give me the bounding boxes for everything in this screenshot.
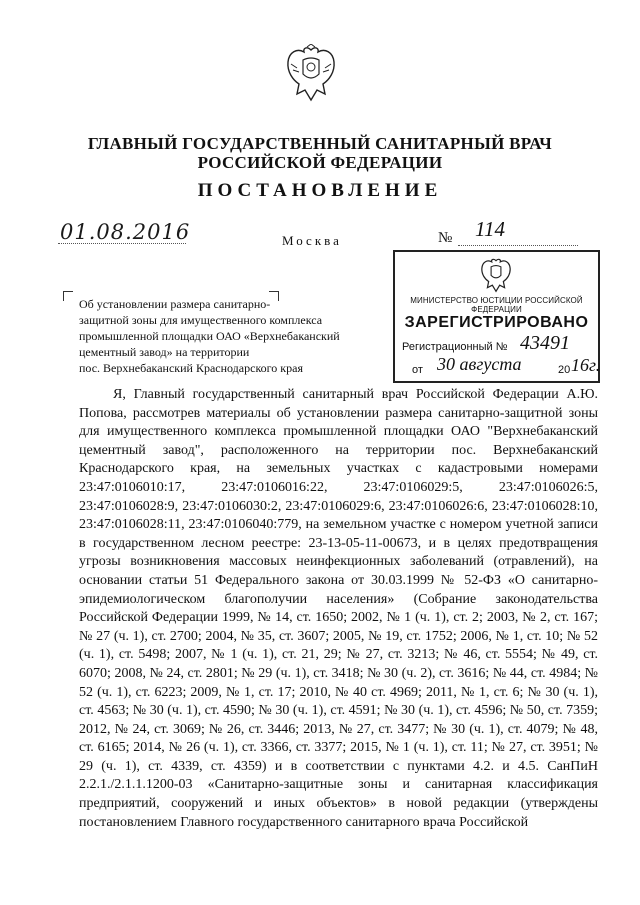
document-subject [79,296,359,376]
subject-bracket-left [63,291,73,301]
subject-line: защитной зоны для имущественного комплекса [79,313,323,327]
stamp-from-label: от [412,364,423,376]
stamp-ministry: МИНИСТЕРСТВО ЮСТИЦИИ РОССИЙСКОЙ ФЕДЕРАЦИИ [410,296,583,314]
stamp-coat-of-arms-icon [478,257,514,295]
document-number: 114 [475,217,505,241]
subject-line: пос. Верхнебаканский Краснодарского края [79,361,303,375]
date-underline [58,243,186,244]
document-date: 01.08.2016 [60,220,191,244]
number-sign: № [438,230,453,246]
stamp-reg-label: Регистрационный № [402,341,508,353]
issuer-title-line2: РОССИЙСКОЙ ФЕДЕРАЦИИ [197,153,443,172]
document-type: ПОСТАНОВЛЕНИЕ [197,180,443,201]
subject-line: Об установлении размера санитарно- [79,297,271,311]
registration-stamp [393,250,600,383]
stamp-date: 30 августа [437,354,522,374]
subject-line: промышленной площадки ОАО «Верхнебаканский [79,329,340,343]
stamp-registered: ЗАРЕГИСТРИРОВАНО [404,314,589,331]
number-underline [458,245,578,246]
stamp-year-prefix: 20 [558,364,571,376]
subject-line: цементный завод» на территории [79,345,250,359]
body-paragraph: Я, Главный государственный санитарный врач Российской Федерации А.Ю. Попова, рассмотрев материалы об установлении размера санитарно-защитной зоны для имущественного комплекса промышленной площадки ОАО "Верхнебаканский цементный завод", расположенного на территории пос. Верхнебаканский Краснодарского края, на земельных участках с кадастровыми номерами 23:47:0106010:17, 23:47:0106016:22, 23:47:0106029:5, 23:47:0106026:5, 23:47:0106028:9, 23:47:0106030:2, 23:47:0106029:6, 23:47:0106026:6, 23:47:0106028:10, 23:47:0106028:11, 23:47:0106040:779, на земельном участке с номером учетной записи в государственном лесном реестре: 23-13-05-11-00673, и в целях предотвращения угрозы возникновения массовых неинфекционных заболеваний (отравлений), на основании статьи 51 Федерального закона от 30.03.1999 № 52-ФЗ «О санитарно-эпидемиологическом благополучии населения» (Собрание законодательства Российской Федерации 1999, № 14, ст. 1650; 2002, № 1 (ч. 1), ст. 2; 2003, № 2, ст. 167; № 27 (ч. 1), ст. 2700; 2004, № 35, ст. 3607; 2005, № 19, ст. 1752; 2006, № 1, ст. 10; № 52 (ч. 1), ст. 5498; 2007, № 1 (ч. 1), ст. 21, 29; № 27, ст. 3213; № 46, ст. 5554; № 49, ст. 6070; 2008, № 24, ст. 2801; № 29 (ч. 1), ст. 3418; № 30 (ч. 2), ст. 3616; № 44, ст. 4984; № 52 (ч. 1), ст. 6223; 2009, № 1, ст. 17; 2010, № 40 ст. 4969; 2011, № 1, ст. 6; № 30 (ч. 1), ст. 4563; № 30 (ч. 1), ст. 4590; № 30 (ч. 1), ст. 4591; № 30 (ч. 1), ст. 4596; № 50, ст. 7359; 2012, № 24, ст. 3069; № 26, ст. 3446; 2013, № 27, ст. 3477; № 30 (ч. 1), ст. 4079; № 48, ст. 6165; 2014, № 26 (ч. 1), ст. 3366, ст. 3377; 2015, № 1 (ч. 1), ст. 11; № 27, ст. 3951; № 29 (ч. 1), ст. 4339, ст. 4359) и в соответствии с пунктами 4.2. и 4.5. СанПиН 2.2.1./2.1.1.1200-03 «Санитарно-защитные зоны и санитарная классификация предприятий, сооружений и иных объектов» в новой редакции (утверждены постановлением Главного государственного санитарного врача Российской [79,387,598,830]
stamp-reg-number: 43491 [520,332,570,354]
stamp-year: 16г. [571,355,601,375]
document-city: Москва [282,233,342,248]
coat-of-arms-icon [283,44,339,106]
issuer-title-line1: ГЛАВНЫЙ ГОСУДАРСТВЕННЫЙ САНИТАРНЫЙ ВРАЧ [87,134,553,153]
